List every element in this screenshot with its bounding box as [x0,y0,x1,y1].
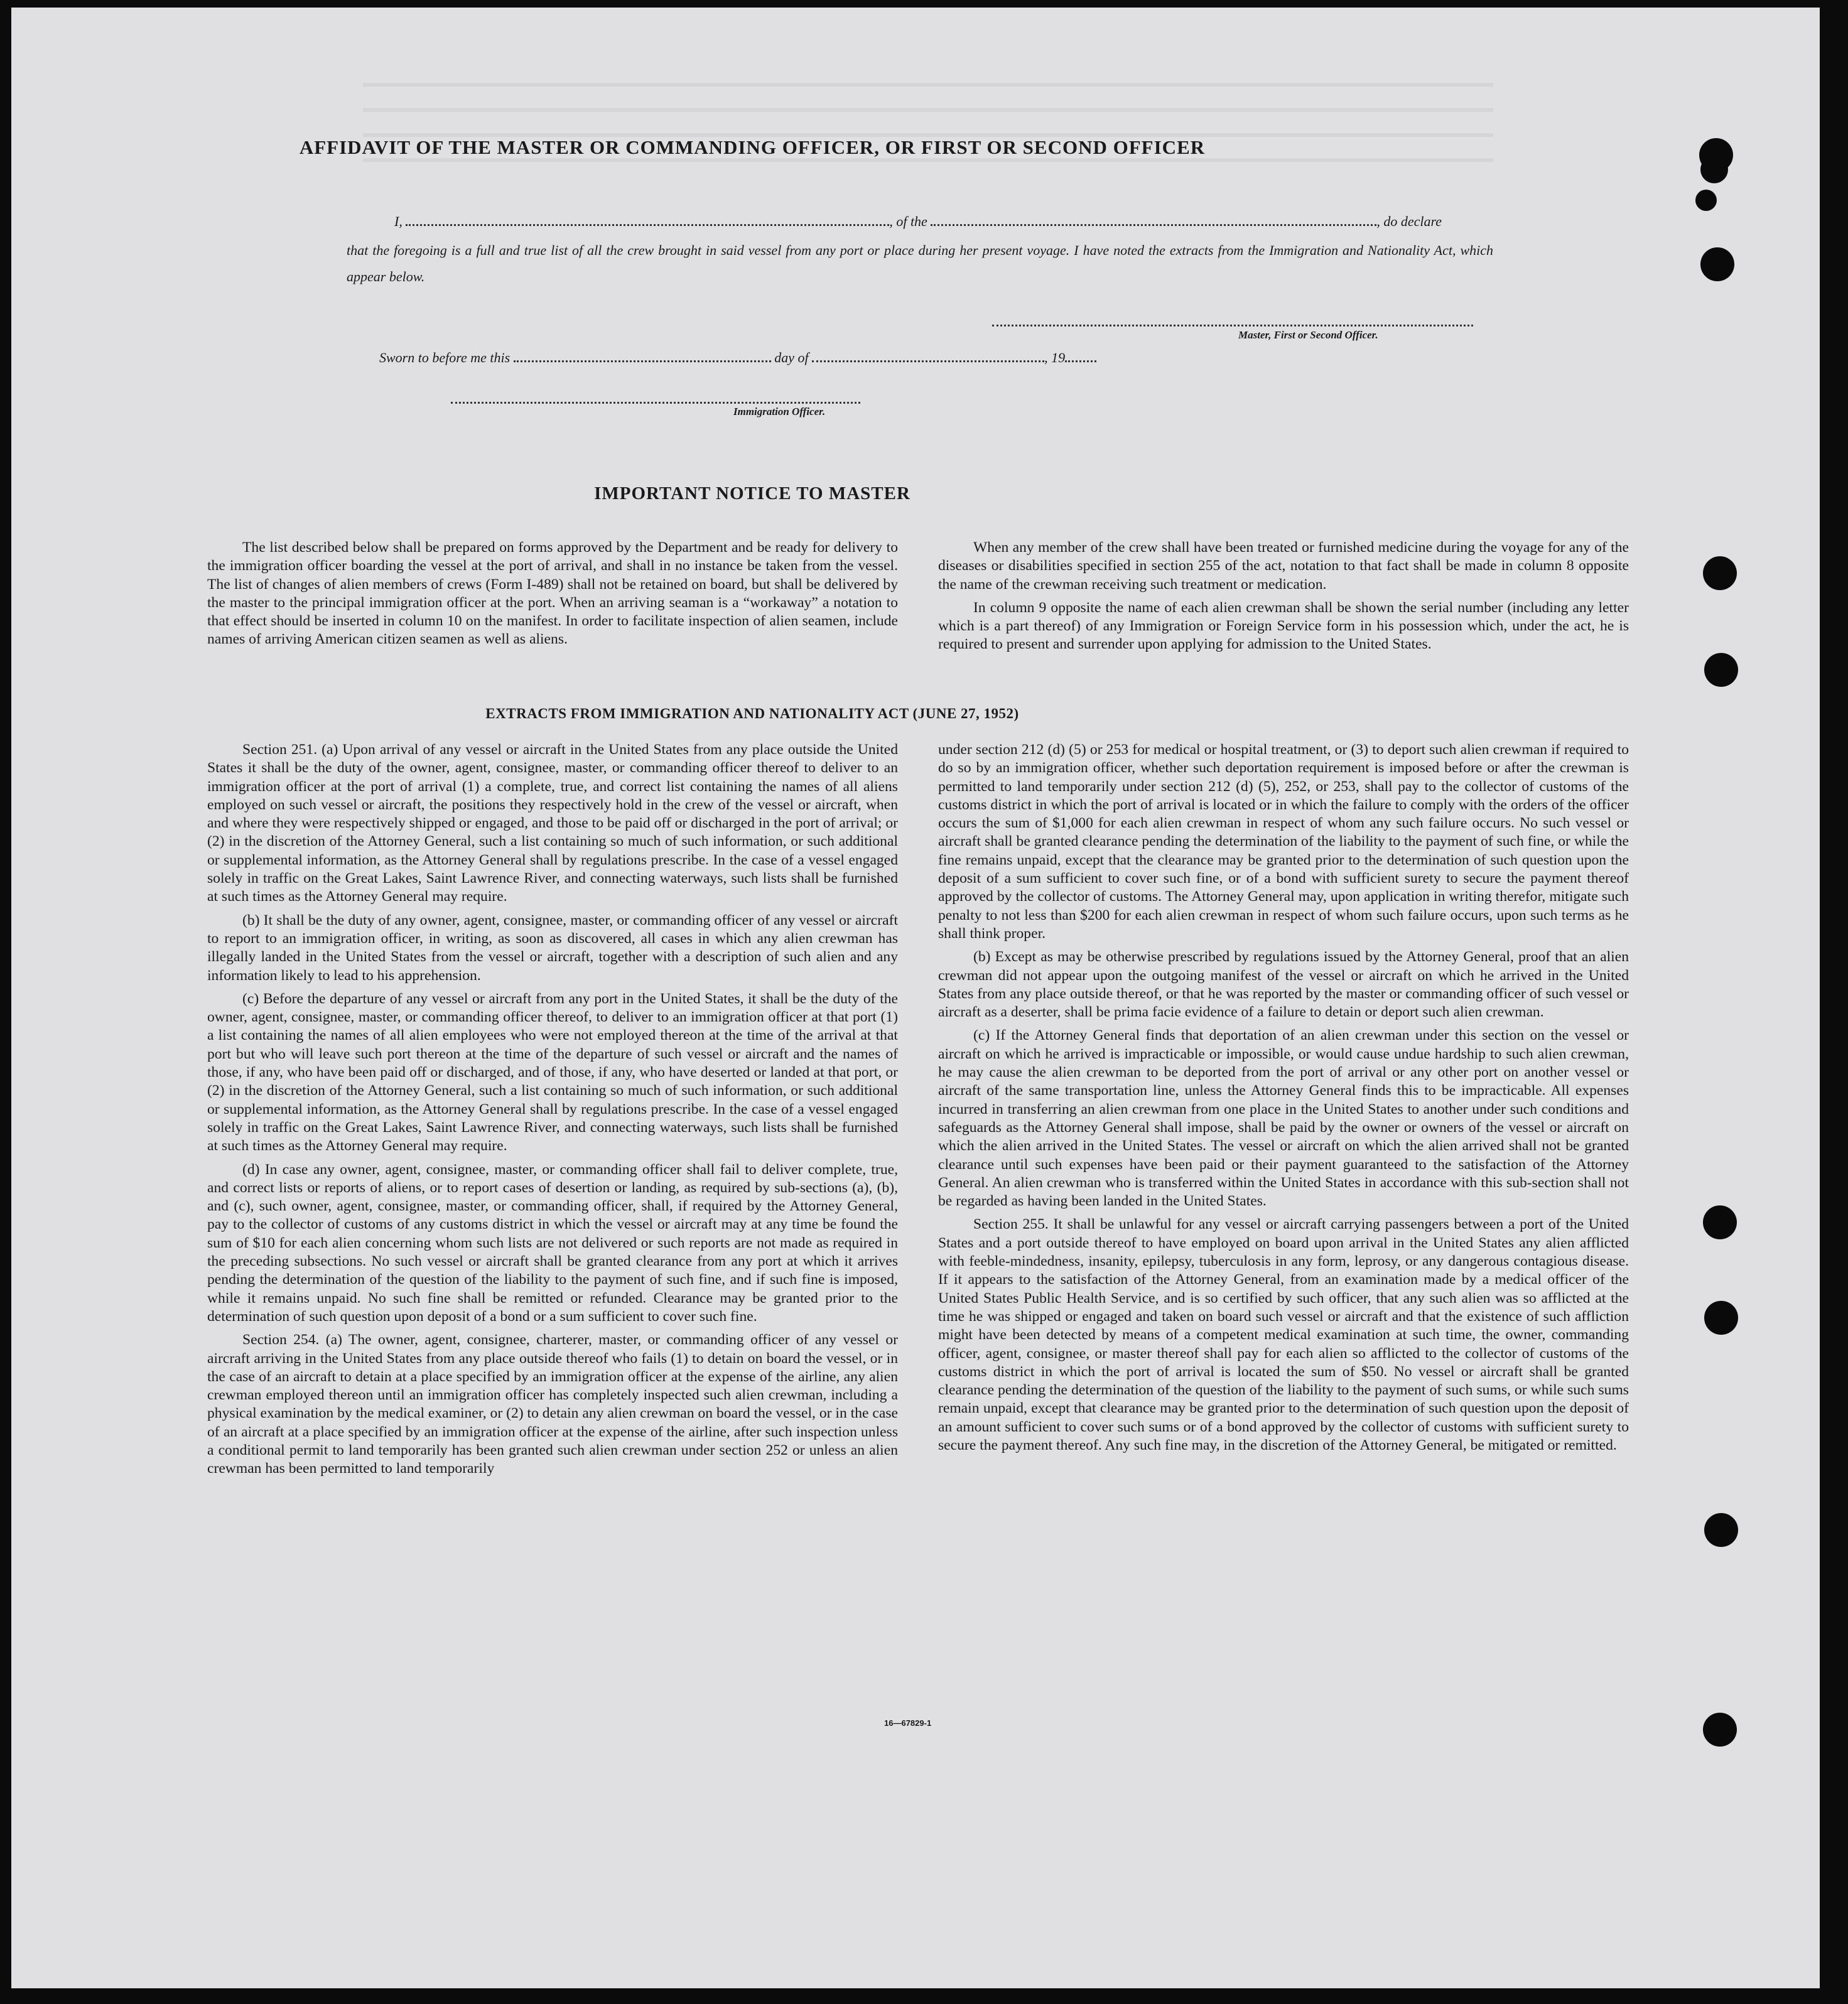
sworn-line [379,349,1096,366]
i-label: I, [394,213,403,229]
extract-paragraph: (b) It shall be the duty of any owner, agent, consignee, master, or commanding officer of any vessel or aircraft to report to an immigration officer, in writing, as soon as discovered, all cases in which any alien crewman has illegally landed in the United States from the vessel or aircraft, together with a description of such alien and any information likely to lead to his apprehension. [207,912,898,984]
declarant-line [394,213,1442,230]
officer-signature-line[interactable] [451,402,860,404]
year-label: , 19 [1044,350,1066,365]
master-caption: Master, First or Second Officer. [1238,329,1378,341]
declaration-text: that the foregoing is a full and true list of all the crew brought in said vessel from any port or place during her present voyage. I have noted the extracts from the Immigration and Nationality Act, which appear below. [347,242,1493,284]
declare-label: , do declare [1376,213,1442,229]
sworn-year-field[interactable] [1065,349,1096,362]
punch-hole [1704,1513,1738,1547]
punch-hole [1695,190,1717,211]
punch-hole [1700,156,1728,183]
affidavit-title: AFFIDAVIT OF THE MASTER OR COMMANDING OFFICER, OR FIRST OR SECOND OFFICER [299,136,1206,158]
extract-paragraph: (c) If the Attorney General finds that deportation of an alien crewman under this section on the vessel or aircraft on which he arrived is impracticable or impossible, or would cause undue hardship to such alien crewman, he may cause the alien crewman to be deported from the port of arrival or any other port on another vessel or aircraft of the same transportation line, unless the Attorney General finds this to be impracticable. All expenses incurred in transferring an alien crewman from one place in the United States to another under such conditions and safeguards as the Attorney General shall impose, shall be paid by the owner or owners of the vessel or aircraft on which the alien arrived in the United States. The vessel or aircraft on which the alien arrived shall not be granted clearance until such expenses have been paid or their payment guaranteed to the satisfaction of the Attorney General. An alien crewman who is transferred within the United States in accordance with this sub-section shall not be regarded as having been landed in the United States. [938,1027,1629,1210]
punch-hole [1704,1301,1738,1335]
day-of-label: day of [774,350,809,365]
extract-paragraph: (d) In case any owner, agent, consignee, master, or commanding officer shall fail to deliver complete, true, and correct lists or reports of aliens, or to report cases of desertion or landing, as required by sub-sections (a), (b), and (c), such owner, agent, consignee, master, or commanding officer, shall, if required by the Attorney General, pay to the collector of customs of any customs district in which the vessel or aircraft may at any time be found the sum of $10 for each alien concerning whom such lists are not delivered or such reports are not made as required in the preceding subsections. No such vessel or aircraft shall be granted clearance from any port at which it arrives pending the determination of the question of the liability to the payment of such fine, and if such fine is imposed, while it remains unpaid. No such fine shall be remitted or refunded. Clearance may be granted prior to the determination of such question upon deposit of a bond or a sum sufficient to cover such fine. [207,1161,898,1325]
punch-hole [1704,653,1738,687]
notice-title: IMPORTANT NOTICE TO MASTER [594,483,910,504]
officer-caption: Immigration Officer. [733,406,826,418]
notice-right-paragraph: When any member of the crew shall have been treated or furnished medicine during the voyage for any of the diseases or disabilities specified in section 255 of the act, notation to that fact shall be made in column 8 opposite the name of the crewman receiving such treatment or medication. [938,539,1629,593]
extracts-right-column [938,741,1629,1460]
of-the-label: , of the [889,213,927,229]
form-number: 16—67829-1 [884,1718,932,1728]
sworn-date-field[interactable] [514,349,771,362]
punch-hole [1703,556,1737,590]
name-field[interactable] [406,213,889,226]
extracts-left-column [207,741,898,1484]
extract-paragraph: Section 254. (a) The owner, agent, consignee, charterer, master, or commanding officer of any vessel or aircraft arriving in the United States from any place outside thereof who fails (1) to detain on board the vessel, or in the case of an aircraft to detain at a place specified by an immigration officer at the expense of the airline, any alien crewman employed thereon until an immigration officer has completely inspected such alien crewman, including a physical examination by the medical examiner, or (2) to detain any alien crewman on board the vessel, or in the case of an aircraft at a place specified by an immigration officer at the expense of the airline, after such inspection unless a conditional permit to land temporarily has been granted such alien crewman under section 252 or unless an alien crewman has been permitted to land temporarily [207,1332,898,1477]
punch-hole [1703,1713,1737,1747]
document-page [11,8,1820,1988]
sworn-label: Sworn to before me this [379,350,511,365]
extract-paragraph: (c) Before the departure of any vessel or aircraft from any port in the United States, it shall be the duty of the owner, agent, consignee, master, or commanding officer thereof, to deliver to an immigration officer at that port (1) a list containing the names of all alien employees who were not employed thereon at the time of the arrival at that port but who will leave such port thereon at the time of the departure of such vessel or aircraft and the names of those, if any, who have been paid off or discharged, and of those, if any, who have deserted or landed at that port, or (2) in the discretion of the Attorney General, such a list containing so much of such information, or such additional or supplemental information, as the Attorney General shall by regulations prescribe. In the case of a vessel engaged solely in traffic on the Great Lakes, Saint Lawrence River, and connecting waterways, such lists shall be furnished at such times as the Attorney General may require. [207,990,898,1155]
vessel-field[interactable] [931,213,1376,226]
notice-right-paragraph: In column 9 opposite the name of each alien crewman shall be shown the serial number (including any letter which is a part thereof) of any Immigration or Foreign Service form in his possession which, under the act, he is required to present and surrender upon applying for admission to the United States. [938,599,1629,653]
punch-hole [1703,1205,1737,1239]
extract-paragraph: (b) Except as may be otherwise prescribed by regulations issued by the Attorney General, proof that an alien crewman did not appear upon the outgoing manifest of the vessel or aircraft on which he arrived in the United States from any place outside thereof, or that he was reported by the master or commanding officer of such vessel or aircraft as a deserter, shall be prima facie evidence of a failure to detain or deport such alien crewman. [938,949,1629,1021]
punch-hole [1700,247,1734,281]
extracts-title: EXTRACTS FROM IMMIGRATION AND NATIONALITY ACT (JUNE 27, 1952) [485,706,1019,721]
extract-paragraph: Section 251. (a) Upon arrival of any vessel or aircraft in the United States from any place outside the United States it shall be the duty of the owner, agent, consignee, master, or commanding officer thereof to deliver to an immigration officer at the port of arrival (1) a complete, true, and correct list containing the names of all aliens employed on such vessel or aircraft, the positions they respectively hold in the crew of the vessel or aircraft, when and where they were respectively shipped or engaged, and those to be paid off or discharged in the port of arrival; or (2) in the discretion of the Attorney General, such a list containing so much of such information, or such additional or supplemental information, as the Attorney General shall by regulations prescribe. In the case of a vessel engaged solely in traffic on the Great Lakes, Saint Lawrence River, and connecting waterways, such lists shall be furnished at such times as the Attorney General may require. [207,741,898,905]
sworn-month-field[interactable] [812,349,1044,362]
master-signature-line[interactable] [992,325,1473,326]
extract-paragraph: Section 255. It shall be unlawful for any vessel or aircraft carrying passengers between a port of the United States and a port outside thereof to have employed on board upon arrival in the United States any alien afflicted with feeble-mindedness, insanity, epilepsy, tuberculosis in any form, leprosy, or any dangerous contagious disease. If it appears to the satisfaction of the Attorney General, from an examination made by a medical officer of the United States Public Health Service, and is so certified by such officer, that any such alien was so afflicted at the time he was shipped or engaged and taken on board such vessel or aircraft and that the existence of such affliction might have been detected by means of a competent medical examination at such time, the owner, commanding officer, agent, consignee, or master thereof shall pay for each alien so afflicted to the collector of customs of the customs district in which the port of arrival is located the sum of $50. No vessel or aircraft shall be granted clearance pending the determination of the question of the liability to the payment of such sums, or while such sums remain unpaid, except that clearance may be granted prior to the determination of such question upon the deposit of an amount sufficient to cover such sums or of a bond approved by the collector of customs with sufficient surety to secure the payment thereof. Any such fine may, in the discretion of the Attorney General, be mitigated or remitted. [938,1216,1629,1453]
notice-left-paragraph: The list described below shall be prepared on forms approved by the Department and be ready for delivery to the immigration officer boarding the vessel at the port of arrival, and shall in no instance be taken from the vessel. The list of changes of alien members of crews (Form I-489) shall not be retained on board, but shall be delivered by the master to the principal immigration officer at the port. When an arriving seaman is a “workaway” a notation to that effect should be inserted in column 10 on the manifest. In order to facilitate inspection of alien seamen, include names of arriving American citizen seamen as well as aliens. [207,539,898,648]
notice-left-column [207,539,898,654]
extract-paragraph: under section 212 (d) (5) or 253 for medical or hospital treatment, or (3) to deport such alien crewman if required to do so by an immigration officer, whether such deportation requirement is imposed before or after the crewman is permitted to land temporarily under section 212 (d) (5), 252, or 253, shall pay to the collector of customs of the customs district in which the port of arrival is located or in which the failure to comply with the orders of the officer occurs the sum of $1,000 for each alien crewman in respect of whom any such failure occurs. No such vessel or aircraft shall be granted clearance pending the determination of the liability to the payment of such fine, or while the fine remains unpaid, except that the clearance may be granted prior to the determination of such question upon the deposit of a sum sufficient to cover such fine, or of a bond with sufficient surety to secure the payment thereof approved by the collector of customs. The Attorney General may, upon application in writing therefor, mitigate such penalty to not less than $200 for each alien crewman in respect of whom such failure occurs, upon such terms as he shall think proper. [938,741,1629,942]
notice-right-column [938,539,1629,659]
